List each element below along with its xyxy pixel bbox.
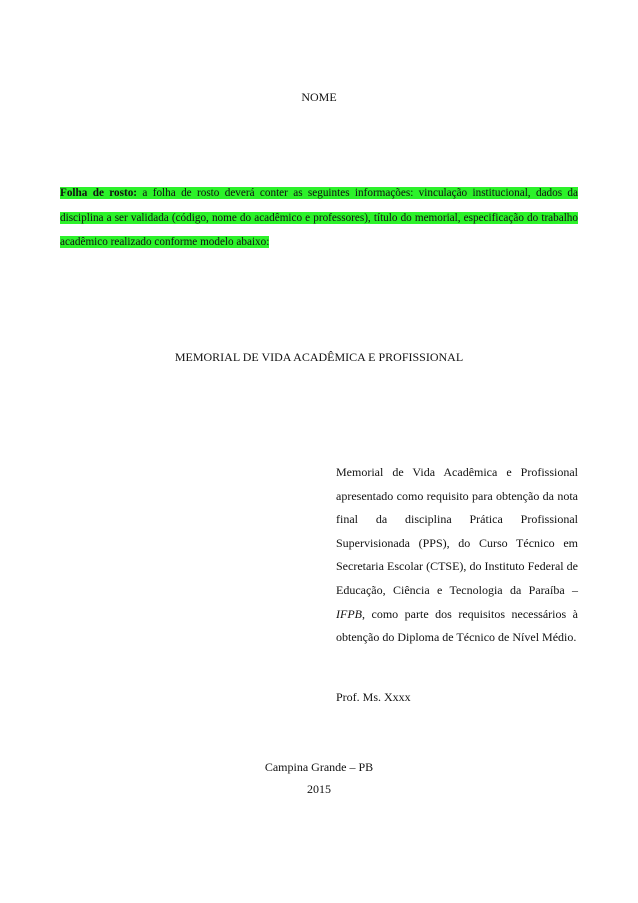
instruction-highlight [60,187,578,248]
author-name-placeholder: NOME [301,90,337,104]
document-year: 2015 [307,782,331,796]
advisor-name: Prof. Ms. Xxxx [336,690,411,704]
cover-page-instruction [60,181,578,255]
instruction-label: Folha de rosto: [60,187,138,199]
memorial-description [336,461,578,650]
memorial-description-part2: , como parte dos requisitos necessários à obtenção do Diploma de Técnico de Nível Médio. [336,606,578,645]
memorial-title: MEMORIAL DE VIDA ACADÊMICA E PROFISSIONAL [174,350,464,364]
instruction-text: a folha de rosto deverá conter as seguintes informações: vinculação institucional, dados da disciplina a ser validada (código, nome do acadêmico e professores), título do memorial, especificação do trabalho acadêmico realizado conforme modelo abaixo: [60,187,578,248]
institution-acronym: IFPB [336,606,362,621]
city-location: Campina Grande – PB [264,760,374,774]
memorial-description-part1: Memorial de Vida Acadêmica e Profissional apresentado como requisito para obtenção da nota final da disciplina Prática Profissional Supervisionada (PPS), do Curso Técnico em Secretaria Escolar (CTSE), do Instituto Federal de Educação, Ciência e Tecnologia da Paraíba – [336,465,578,597]
